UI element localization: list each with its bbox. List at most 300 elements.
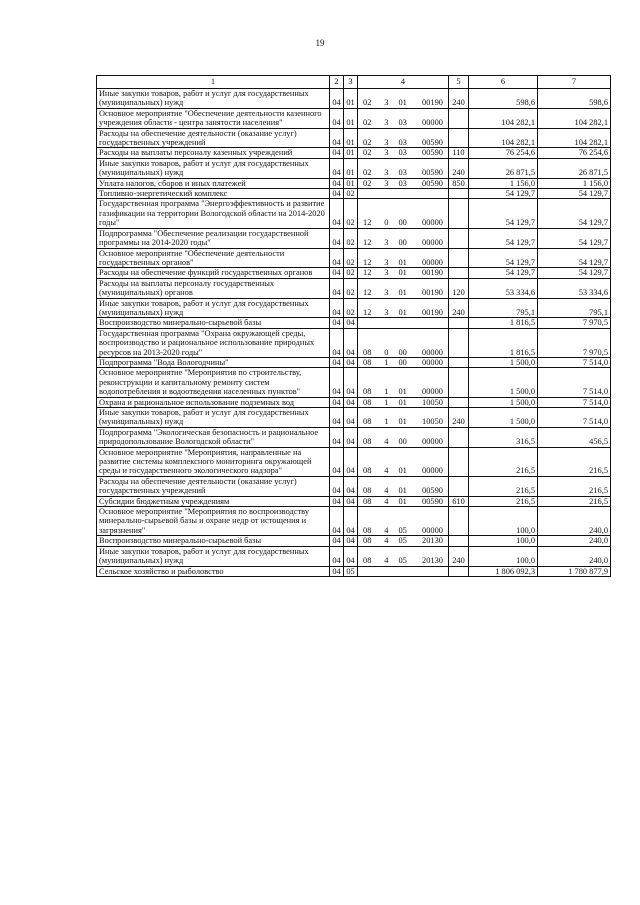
target-article-part-3: 01 [398,466,407,476]
target-article-part-2: 4 [384,486,389,496]
row-amount-2: 76 254,6 [538,148,611,158]
target-article-part-2: 3 [384,98,389,108]
row-subsection: 04 [344,408,358,428]
table-row [97,447,611,476]
row-amount-1: 76 254,6 [469,148,538,158]
target-article-part-2: 4 [384,496,389,506]
target-article-part-2: 1 [384,397,389,407]
row-target-article [358,128,449,148]
table-row [97,546,611,566]
row-amount-2: 1 780 877,9 [538,566,611,576]
target-article-part-1: 12 [363,257,372,267]
target-article-part-4: 00590 [422,486,443,496]
table-row [97,228,611,248]
header-col-2: 2 [330,76,344,89]
target-article-part-1: 08 [363,466,372,476]
target-article-part-2: 4 [384,466,389,476]
row-subsection: 04 [344,447,358,476]
row-amount-1: 26 871,5 [469,158,538,178]
row-section: 04 [330,447,344,476]
target-article-part-3: 01 [398,417,407,427]
header-col-7: 7 [538,76,611,89]
row-amount-2: 7 970,5 [538,328,611,357]
row-name: Сельское хозяйство и рыболовство [97,566,330,576]
target-article-part-3: 05 [398,536,407,546]
target-article-code [360,387,446,396]
row-amount-1: 104 282,1 [469,128,538,148]
table-body [97,89,611,577]
row-amount-1: 54 129,7 [469,268,538,278]
target-article-part-1: 12 [363,288,372,298]
row-section: 04 [330,128,344,148]
row-amount-2: 7 514,0 [538,357,611,367]
target-article-part-3: 01 [398,268,407,278]
row-expense-type [449,368,469,397]
row-subsection: 02 [344,199,358,228]
target-article-part-3: 03 [398,168,407,178]
target-article-code [360,118,446,127]
row-target-article [358,158,449,178]
row-amount-1: 100,0 [469,507,538,536]
target-article-part-1: 08 [363,417,372,427]
target-article-part-1: 02 [363,98,372,108]
row-expense-type: 120 [449,278,469,298]
target-article-part-3: 01 [398,307,407,317]
row-amount-2: 216,5 [538,496,611,506]
target-article-part-4: 00190 [422,98,443,108]
row-subsection: 04 [344,357,358,367]
row-expense-type [449,199,469,228]
header-col-1: 1 [97,76,330,89]
row-name: Расходы на обеспечение деятельности (оказание услуг) государственных учреждений [97,476,330,496]
row-subsection: 04 [344,368,358,397]
row-section: 04 [330,158,344,178]
target-article-part-1: 08 [363,496,372,506]
row-amount-2: 240,0 [538,546,611,566]
target-article-code [360,288,446,297]
row-expense-type [449,357,469,367]
row-target-article [358,178,449,188]
target-article-code [360,358,446,367]
row-section: 04 [330,496,344,506]
row-section: 04 [330,507,344,536]
row-section: 04 [330,566,344,576]
table-row [97,507,611,536]
target-article-part-2: 0 [384,218,389,228]
table-row [97,397,611,407]
target-article-code [360,258,446,267]
row-amount-2: 104 282,1 [538,108,611,128]
table-row [97,566,611,576]
row-expense-type [449,268,469,278]
target-article-code [360,238,446,247]
row-target-article [358,189,449,199]
row-target-article [358,268,449,278]
target-article-part-4: 00190 [422,268,443,278]
row-expense-type [449,108,469,128]
row-section: 04 [330,189,344,199]
row-amount-2: 54 129,7 [538,268,611,278]
target-article-part-4: 00590 [422,178,443,188]
row-section: 04 [330,298,344,318]
header-col-3: 3 [344,76,358,89]
row-expense-type [449,427,469,447]
row-amount-2: 7 514,0 [538,408,611,428]
row-section: 04 [330,536,344,546]
row-amount-1: 795,1 [469,298,538,318]
budget-table [96,75,611,577]
row-name: Расходы на выплаты персоналу казенных учреждений [97,148,330,158]
row-amount-1: 54 129,7 [469,248,538,268]
row-subsection: 02 [344,248,358,268]
target-article-part-2: 3 [384,168,389,178]
target-article-part-4: 00000 [422,118,443,128]
row-expense-type [449,476,469,496]
row-amount-2: 54 129,7 [538,189,611,199]
table-row [97,278,611,298]
target-article-part-1: 08 [363,397,372,407]
row-subsection: 05 [344,566,358,576]
target-article-part-4: 00590 [422,496,443,506]
table-row [97,158,611,178]
target-article-part-4: 10050 [422,417,443,427]
target-article-part-3: 01 [398,486,407,496]
target-article-part-3: 05 [398,556,407,566]
row-expense-type: 240 [449,408,469,428]
row-expense-type: 110 [449,148,469,158]
row-name: Государственная программа "Энергоэффективность и развитие газификации на территории Вологодской области на 2014-2020 годы" [97,199,330,228]
target-article-part-4: 00590 [422,168,443,178]
row-name: Основное мероприятие "Мероприятия, направленные на развитие системы комплексного мониторинга окружающей среды и государственного экологического надзора" [97,447,330,476]
row-amount-2: 456,5 [538,427,611,447]
target-article-part-2: 3 [384,238,389,248]
target-article-part-2: 3 [384,178,389,188]
row-target-article [358,248,449,268]
table-row [97,368,611,397]
row-target-article [358,318,449,328]
target-article-part-3: 03 [398,148,407,158]
row-section: 04 [330,89,344,109]
target-article-code [360,98,446,107]
row-target-article [358,199,449,228]
row-amount-1: 316,5 [469,427,538,447]
target-article-part-3: 00 [398,218,407,228]
table-row [97,189,611,199]
row-target-article [358,148,449,158]
row-section: 04 [330,228,344,248]
row-amount-2: 240,0 [538,536,611,546]
row-expense-type: 610 [449,496,469,506]
target-article-part-4: 00000 [422,218,443,228]
target-article-part-1: 02 [363,118,372,128]
row-section: 04 [330,397,344,407]
target-article-part-3: 01 [398,496,407,506]
row-target-article [358,108,449,128]
row-name: Иные закупки товаров, работ и услуг для государственных (муниципальных) нужд [97,298,330,318]
row-section: 04 [330,368,344,397]
row-amount-1: 598,6 [469,89,538,109]
row-amount-1: 216,5 [469,496,538,506]
target-article-part-2: 3 [384,138,389,148]
page-number: 19 [315,38,325,48]
row-amount-1: 1 500,0 [469,397,538,407]
target-article-part-3: 00 [398,357,407,367]
row-amount-1: 216,5 [469,476,538,496]
row-name: Расходы на обеспечение функций государственных органов [97,268,330,278]
row-target-article [358,496,449,506]
row-name: Иные закупки товаров, работ и услуг для государственных (муниципальных) нужд [97,89,330,109]
target-article-part-3: 05 [398,525,407,535]
row-section: 04 [330,199,344,228]
row-subsection: 04 [344,496,358,506]
row-subsection: 01 [344,148,358,158]
target-article-part-2: 3 [384,288,389,298]
target-article-part-4: 00000 [422,387,443,397]
row-amount-1: 1 816,5 [469,328,538,357]
target-article-part-3: 01 [398,397,407,407]
table-row [97,268,611,278]
table-row [97,89,611,109]
target-article-part-2: 4 [384,437,389,447]
row-name: Подпрограмма "Обеспечение реализации государственной программы на 2014-2020 годы" [97,228,330,248]
table-row [97,148,611,158]
target-article-code [360,417,446,426]
row-name: Воспроизводство минерально-сырьевой базы [97,318,330,328]
row-target-article [358,357,449,367]
row-amount-1: 1 156,0 [469,178,538,188]
row-name: Уплата налогов, сборов и иных платежей [97,178,330,188]
target-article-code [360,138,446,147]
target-article-part-4: 00590 [422,138,443,148]
target-article-part-3: 03 [398,118,407,128]
row-expense-type [449,507,469,536]
row-section: 04 [330,357,344,367]
header-col-4: 4 [358,76,449,89]
target-article-part-1: 08 [363,536,372,546]
row-subsection: 04 [344,476,358,496]
target-article-part-4: 00000 [422,357,443,367]
row-subsection: 04 [344,318,358,328]
row-section: 04 [330,178,344,188]
row-target-article [358,298,449,318]
target-article-part-2: 1 [384,417,389,427]
target-article-part-3: 00 [398,437,407,447]
row-expense-type [449,566,469,576]
row-section: 04 [330,108,344,128]
row-target-article [358,536,449,546]
row-subsection: 02 [344,268,358,278]
header-col-6: 6 [469,76,538,89]
row-expense-type [449,248,469,268]
row-amount-2: 7 970,5 [538,318,611,328]
table-row [97,318,611,328]
target-article-part-4: 00190 [422,288,443,298]
row-target-article [358,228,449,248]
row-name: Охрана и рациональное использование подземных вод [97,397,330,407]
row-section: 04 [330,476,344,496]
row-amount-1: 1 500,0 [469,357,538,367]
row-name: Подпрограмма "Экологическая безопасность и рациональное природопользование Вологодской области" [97,427,330,447]
row-name: Основное мероприятие "Обеспечение деятельности государственных органов" [97,248,330,268]
row-section: 04 [330,546,344,566]
row-section: 04 [330,408,344,428]
row-name: Расходы на обеспечение деятельности (оказание услуг) государственных учреждений [97,128,330,148]
row-amount-1: 1 806 092,3 [469,566,538,576]
target-article-part-4: 00000 [422,257,443,267]
row-expense-type: 850 [449,178,469,188]
table-row [97,248,611,268]
row-amount-1: 54 129,7 [469,199,538,228]
target-article-part-3: 01 [398,257,407,267]
row-subsection: 01 [344,158,358,178]
table-row [97,536,611,546]
row-amount-2: 240,0 [538,507,611,536]
target-article-part-2: 3 [384,257,389,267]
target-article-part-2: 4 [384,525,389,535]
row-expense-type [449,328,469,357]
table-row [97,476,611,496]
row-amount-2: 216,5 [538,476,611,496]
table-row [97,199,611,228]
row-name: Иные закупки товаров, работ и услуг для государственных (муниципальных) нужд [97,158,330,178]
row-name: Иные закупки товаров, работ и услуг для государственных (муниципальных) нужд [97,546,330,566]
target-article-part-2: 3 [384,307,389,317]
row-amount-2: 54 129,7 [538,228,611,248]
target-article-code [360,179,446,188]
header-row [97,76,611,89]
row-subsection: 01 [344,89,358,109]
row-amount-2: 598,6 [538,89,611,109]
row-name: Расходы на выплаты персоналу государственных (муниципальных) органов [97,278,330,298]
row-amount-2: 216,5 [538,447,611,476]
target-article-part-4: 20130 [422,556,443,566]
target-article-part-1: 08 [363,347,372,357]
row-amount-2: 53 334,6 [538,278,611,298]
row-section: 04 [330,318,344,328]
row-amount-1: 100,0 [469,546,538,566]
target-article-part-1: 12 [363,218,372,228]
row-amount-2: 795,1 [538,298,611,318]
target-article-code [360,218,446,227]
table-row [97,108,611,128]
row-subsection: 01 [344,108,358,128]
row-subsection: 02 [344,278,358,298]
target-article-part-1: 02 [363,178,372,188]
row-target-article [358,278,449,298]
table-row [97,357,611,367]
row-expense-type [449,536,469,546]
row-section: 04 [330,148,344,158]
row-expense-type: 240 [449,158,469,178]
target-article-part-4: 00000 [422,466,443,476]
row-amount-1: 1 500,0 [469,408,538,428]
row-amount-1: 1 816,5 [469,318,538,328]
row-subsection: 01 [344,128,358,148]
target-article-part-1: 12 [363,307,372,317]
target-article-part-1: 08 [363,357,372,367]
row-name: Подпрограмма "Вода Вологодчины" [97,357,330,367]
row-subsection: 04 [344,397,358,407]
row-subsection: 04 [344,546,358,566]
row-expense-type: 240 [449,89,469,109]
row-amount-1: 216,5 [469,447,538,476]
row-expense-type [449,189,469,199]
row-subsection: 02 [344,189,358,199]
target-article-part-1: 12 [363,268,372,278]
target-article-code [360,497,446,506]
target-article-code [360,556,446,565]
row-amount-2: 7 514,0 [538,397,611,407]
row-target-article [358,89,449,109]
target-article-part-2: 0 [384,347,389,357]
row-amount-2: 54 129,7 [538,199,611,228]
row-name: Основное мероприятие "Обеспечение деятельности казенного учреждения области - центра занятости населения" [97,108,330,128]
target-article-code [360,437,446,446]
target-article-code [360,348,446,357]
row-target-article [358,368,449,397]
row-section: 04 [330,248,344,268]
table-row [97,128,611,148]
target-article-part-2: 1 [384,387,389,397]
target-article-code [360,398,446,407]
table-row [97,298,611,318]
row-expense-type: 240 [449,298,469,318]
row-amount-2: 1 156,0 [538,178,611,188]
target-article-part-1: 08 [363,486,372,496]
target-article-code [360,466,446,475]
target-article-part-2: 4 [384,556,389,566]
target-article-part-2: 3 [384,268,389,278]
row-amount-1: 1 500,0 [469,368,538,397]
target-article-code [360,486,446,495]
row-subsection: 04 [344,427,358,447]
row-amount-1: 104 282,1 [469,108,538,128]
row-name: Основное мероприятие "Мероприятия по строительству, реконструкции и капитальному ремонту систем водопотребления и водоотведения населенных пунктов" [97,368,330,397]
target-article-part-1: 08 [363,437,372,447]
target-article-part-1: 08 [363,525,372,535]
row-amount-1: 54 129,7 [469,228,538,248]
row-name: Воспроизводство минерально-сырьевой базы [97,536,330,546]
table-row [97,427,611,447]
target-article-part-3: 01 [398,387,407,397]
row-expense-type [449,128,469,148]
row-target-article [358,397,449,407]
row-amount-2: 54 129,7 [538,248,611,268]
row-subsection: 04 [344,507,358,536]
target-article-code [360,536,446,545]
target-article-part-1: 02 [363,168,372,178]
target-article-part-1: 12 [363,238,372,248]
target-article-part-1: 08 [363,387,372,397]
header-col-5: 5 [449,76,469,89]
target-article-part-4: 20130 [422,536,443,546]
target-article-code [360,268,446,277]
target-article-code [360,168,446,177]
row-amount-2: 7 514,0 [538,368,611,397]
row-target-article [358,427,449,447]
table-row [97,178,611,188]
target-article-code [360,526,446,535]
target-article-part-3: 03 [398,138,407,148]
target-article-part-4: 00000 [422,525,443,535]
target-article-part-4: 00000 [422,238,443,248]
target-article-part-4: 00590 [422,148,443,158]
target-article-part-1: 02 [363,148,372,158]
row-amount-2: 104 282,1 [538,128,611,148]
target-article-part-3: 01 [398,288,407,298]
row-amount-1: 100,0 [469,536,538,546]
row-name: Топливно-энергетический комплекс [97,189,330,199]
